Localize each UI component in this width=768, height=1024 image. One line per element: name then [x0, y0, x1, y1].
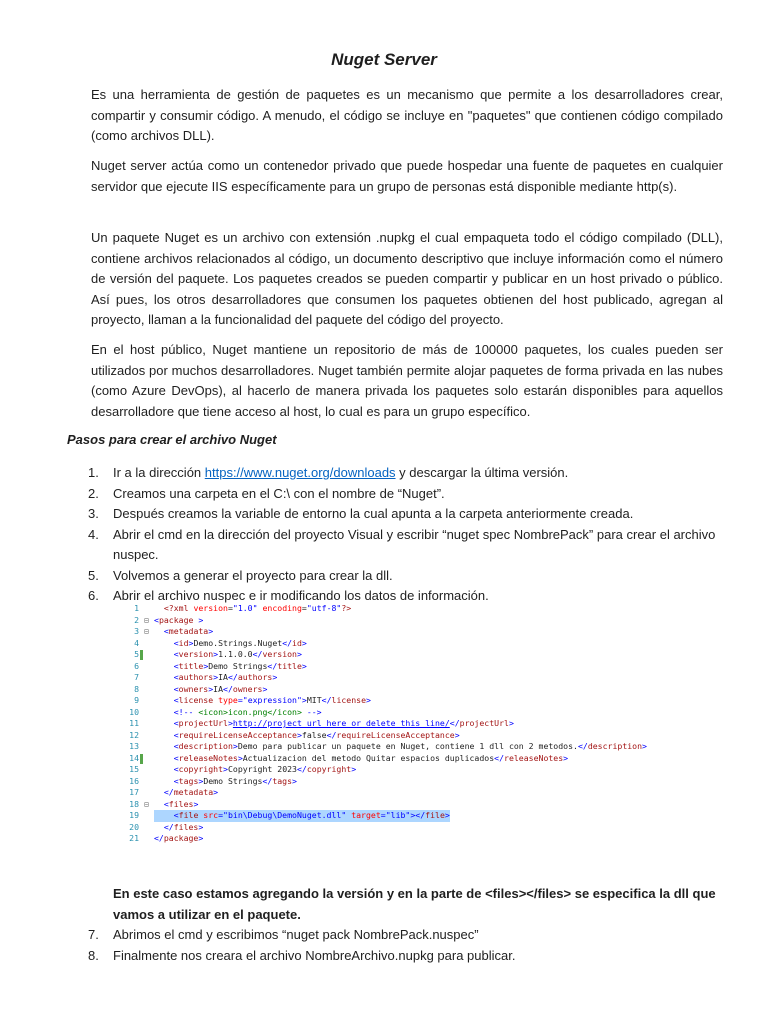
code-token: type	[213, 695, 238, 705]
code-token: >	[262, 683, 268, 694]
code-token: package	[158, 614, 194, 625]
code-token: >	[198, 775, 204, 786]
code-token: version	[178, 649, 214, 659]
code-token: >	[213, 672, 219, 682]
step-text: Abrir el archivo nuspec e ir modificando los datos de información.	[113, 588, 489, 603]
step-item	[88, 463, 723, 484]
code-token: Demo Strings	[208, 660, 268, 671]
code-token: >	[188, 637, 194, 648]
code-line	[113, 730, 660, 742]
code-token: MIT	[306, 695, 322, 705]
line-number: 19	[129, 810, 139, 820]
paragraph-intro: Es una herramienta de gestión de paquetes es un mecanismo que permite a los desarrolladores crear, compartir y consumir código. A menudo, el código se incluye en "paquetes" que contienen código compilado (como archivos DLL).	[91, 87, 723, 143]
code-token: version	[262, 649, 297, 659]
code-line	[113, 776, 660, 788]
collapse-icon[interactable]: ⊟	[144, 626, 149, 636]
code-token: =	[218, 810, 224, 820]
code-token: >	[508, 718, 514, 728]
code-token: encoding	[257, 603, 302, 613]
line-number: 13	[129, 741, 139, 751]
step-text: Después creamos la variable de entorno la cual apunta a la carpeta anteriormente creada.	[113, 506, 634, 521]
code-line	[113, 707, 660, 719]
code-token: file	[425, 810, 445, 820]
code-token: >	[301, 637, 307, 648]
code-token: >	[193, 798, 199, 809]
step-number: 8.	[88, 947, 99, 963]
code-line	[113, 741, 660, 753]
code-token: Copyright 2023	[227, 764, 297, 774]
code-token: </	[163, 787, 174, 797]
code-token: >	[366, 695, 371, 705]
code-token: files	[173, 821, 199, 832]
code-token: =	[301, 603, 307, 613]
code-line	[113, 626, 660, 638]
nuget-downloads-link[interactable]: https://www.nuget.org/downloads	[204, 465, 396, 480]
code-text	[154, 822, 203, 834]
code-text	[154, 776, 297, 788]
step-number: 4.	[88, 526, 99, 542]
code-token: <	[173, 672, 179, 682]
code-token: </	[154, 833, 164, 843]
code-line	[113, 833, 660, 845]
code-line	[113, 661, 660, 673]
code-token: releaseNotes	[504, 752, 564, 763]
code-token: >	[296, 729, 302, 740]
change-marker	[140, 650, 143, 660]
code-token: description	[587, 741, 643, 751]
code-token: "expression"	[242, 695, 302, 705]
code-token: IA	[213, 683, 224, 694]
code-token: tags	[178, 775, 199, 786]
step-number: 5.	[88, 567, 99, 583]
paragraph-server: Nuget server actúa como un contenedor privado que puede hospedar una fuente de paquetes en cualquier servidor que ejecute IIS específicamente para un grupo de personas está disponible mediante http(s).	[91, 158, 723, 194]
code-token: <	[173, 649, 179, 659]
step-text: Abrir el cmd en la dirección del proyecto Visual y escribir “nuget spec NombrePack” para crear el archivo nuspec.	[113, 526, 716, 562]
code-token: ?>	[341, 603, 352, 613]
code-text	[154, 649, 302, 661]
code-token: "lib"	[385, 810, 411, 820]
code-line	[113, 672, 660, 684]
line-number: 5	[134, 649, 139, 659]
code-token: =	[227, 603, 233, 613]
code-token: <?	[163, 603, 174, 613]
code-token: <	[173, 764, 179, 774]
code-token: tags	[272, 775, 293, 786]
code-token: >	[642, 741, 647, 751]
paragraph-package: Un paquete Nuget es un archivo con extensión .nupkg el cual empaqueta todo el código compilado (DLL), contiene archivos relacionados al código, un documento descriptivo que incluye información como el número de versión del paquete. Los paquetes creados se pueden compartir y publicar en un host privado o público. Así pues, los otros desarrolladores que consumen los paquetes obtienen del host publicado, agregan al proyecto, llaman a la funcionalidad del paquete del código del proyecto.	[91, 230, 723, 327]
step-number: 7.	[88, 927, 99, 942]
code-token: <!--	[173, 706, 194, 717]
line-number: 21	[129, 833, 139, 843]
code-token: >	[301, 695, 307, 705]
code-line	[113, 822, 660, 834]
code-token: =	[237, 695, 243, 705]
code-line	[113, 684, 660, 696]
code-token: package	[163, 833, 199, 843]
line-number: 6	[134, 660, 139, 671]
code-token: license	[331, 695, 367, 705]
code-token: file	[178, 810, 199, 820]
code-token: >	[198, 821, 204, 832]
code-text	[154, 799, 198, 811]
code-token: -->	[306, 706, 322, 717]
code-token: >	[232, 741, 238, 751]
code-token: version	[188, 603, 228, 613]
code-text	[154, 730, 460, 742]
code-token: >	[198, 833, 204, 843]
code-token: copyright	[178, 764, 224, 774]
step-item	[88, 484, 723, 505]
line-number: 2	[134, 614, 139, 625]
collapse-icon[interactable]: ⊟	[144, 798, 149, 809]
code-token: >	[213, 649, 219, 659]
code-text	[154, 672, 277, 684]
code-token: <	[173, 741, 179, 751]
code-text	[154, 833, 203, 845]
code-text	[154, 661, 307, 673]
code-line	[113, 603, 660, 615]
code-token: >	[272, 672, 278, 682]
code-token: metadata	[168, 626, 209, 636]
code-token: Actualizacion del metodo Quitar espacios duplicados	[242, 752, 495, 763]
code-token: "bin\Debug\DemoNuget.dll"	[223, 810, 347, 820]
code-token: <icon>icon.png</icon>	[193, 706, 307, 717]
code-token: title	[178, 660, 204, 671]
code-token: >	[223, 764, 228, 774]
code-token: </	[262, 775, 273, 786]
code-text	[154, 684, 267, 696]
code-token: </	[326, 729, 337, 740]
code-token: </	[267, 660, 278, 671]
code-token: Demo para publicar un paquete en Nuget, contiene 1 dll con 2 metodos.	[237, 741, 578, 751]
code-token: requireLicenseAcceptance	[178, 729, 297, 740]
code-token: "utf-8"	[306, 603, 342, 613]
code-token: >	[444, 810, 450, 820]
step-text: Volvemos a generar el proyecto para crear la dll.	[113, 567, 393, 583]
code-token: >	[213, 787, 219, 797]
code-token: </	[494, 752, 505, 763]
code-token: IA	[218, 672, 228, 682]
code-line	[113, 799, 660, 811]
code-token: id	[178, 637, 189, 648]
line-number: 3	[134, 626, 139, 636]
line-number: 9	[134, 695, 139, 705]
code-token: <	[173, 810, 179, 820]
code-token: </	[163, 821, 174, 832]
code-token: >	[208, 626, 214, 636]
code-token: http://project_url_here_or_delete_this_line/	[232, 718, 450, 728]
code-token: <	[173, 752, 179, 763]
page-title: Nuget Server	[331, 50, 437, 69]
code-token: >	[203, 660, 209, 671]
code-token: </	[577, 741, 588, 751]
files-note: En este caso estamos agregando la versión y en la parte de <files></files> se especifica la dll que vamos a utilizar en el paquete.	[113, 886, 716, 922]
line-number: 17	[129, 787, 139, 797]
code-token: requireLicenseAcceptance	[336, 729, 455, 740]
code-token: false	[301, 729, 327, 740]
code-token: >	[297, 649, 302, 659]
code-text	[154, 695, 371, 707]
line-number: 18	[129, 798, 139, 809]
code-token: description	[178, 741, 233, 751]
line-number: 16	[129, 775, 139, 786]
code-token: <	[154, 614, 159, 625]
line-number: 10	[129, 706, 139, 717]
code-token: owners	[232, 683, 263, 694]
line-number: 11	[129, 718, 139, 728]
code-token: title	[277, 660, 302, 671]
code-text	[154, 615, 203, 627]
step-item	[88, 925, 723, 946]
code-token: >	[237, 752, 243, 763]
step-number: 3.	[88, 506, 99, 521]
step-text: Abrimos el cmd y escribimos “nuget pack NombrePack.nuspec”	[113, 927, 479, 942]
code-token: >	[208, 683, 214, 694]
code-text	[154, 603, 351, 615]
code-token: metadata	[173, 787, 214, 797]
code-token: projectUrl	[178, 718, 228, 728]
steps-list-continued	[88, 925, 723, 966]
code-token: </	[449, 718, 460, 728]
code-token: >	[454, 729, 460, 740]
step-item	[88, 504, 723, 525]
code-token: <	[163, 626, 169, 636]
code-token: <	[173, 729, 179, 740]
code-token: ></	[410, 810, 426, 820]
code-token: =	[380, 810, 386, 820]
code-token: >	[351, 764, 357, 774]
code-token: "1.0"	[232, 603, 258, 613]
code-text	[154, 638, 307, 650]
code-text	[154, 810, 450, 822]
code-text	[154, 626, 213, 638]
code-text	[154, 753, 568, 765]
steps-heading: Pasos para crear el archivo Nuget	[67, 432, 277, 447]
code-token: authors	[237, 672, 273, 682]
line-number: 1	[134, 603, 139, 613]
code-line	[113, 695, 660, 707]
step-text: y descargar la última versión.	[395, 465, 569, 480]
line-number: 8	[134, 683, 139, 694]
change-marker	[140, 754, 143, 764]
code-token: id	[292, 637, 302, 648]
code-token: files	[168, 798, 194, 809]
line-number: 12	[129, 729, 139, 740]
code-token: </	[223, 683, 233, 694]
code-line	[113, 718, 660, 730]
code-token: xml	[173, 603, 189, 613]
step-number: 6.	[88, 588, 99, 603]
code-token: </	[252, 649, 263, 659]
code-line	[113, 649, 660, 661]
code-token: >	[227, 718, 233, 728]
code-token: </	[321, 695, 332, 705]
line-number: 20	[129, 821, 139, 832]
code-token: >	[301, 660, 307, 671]
code-text	[154, 707, 322, 719]
code-token: <	[173, 660, 179, 671]
step-item	[88, 566, 723, 587]
code-token: <	[173, 683, 179, 694]
code-token: </	[227, 672, 238, 682]
code-token: >	[292, 775, 297, 786]
code-token: owners	[178, 683, 209, 694]
code-line	[113, 753, 660, 765]
code-token: </	[282, 637, 293, 648]
code-token: <	[173, 775, 179, 786]
code-token: >	[563, 752, 569, 763]
code-token: <	[173, 637, 179, 648]
step-text: Creamos una carpeta en el C:\ con el nombre de “Nuget”.	[113, 485, 445, 501]
step-text: Finalmente nos creara el archivo NombreArchivo.nupkg para publicar.	[113, 947, 516, 963]
code-text	[154, 787, 218, 799]
paragraph-host: En el host público, Nuget mantiene un repositorio de más de 100000 paquetes, los cuales pueden ser utilizados por muchos desarrolladores. Nuget también permite alojar paquetes de forma privada en las nubes (como Azure DevOps), al hacerlo de manera privada los paquetes solo estarán disponibles para aquellos desarrolladore que tiene acceso al host, lo cual es para un grupo específico.	[91, 342, 723, 419]
code-token: </	[296, 764, 307, 774]
code-line	[113, 787, 660, 799]
code-token: Demo.Strings.Nuget	[193, 637, 283, 648]
line-number: 14	[129, 752, 139, 763]
code-token: >	[193, 614, 204, 625]
code-text	[154, 741, 647, 753]
line-number: 4	[134, 637, 139, 648]
code-token: projectUrl	[459, 718, 509, 728]
step-item	[88, 525, 723, 566]
code-token: target	[346, 810, 381, 820]
code-token: src	[198, 810, 219, 820]
code-token: <	[163, 798, 169, 809]
code-line	[113, 638, 660, 650]
code-token: 1.1.0.0	[218, 649, 253, 659]
code-token: releaseNotes	[178, 752, 238, 763]
code-line	[113, 615, 660, 627]
code-text	[154, 764, 356, 776]
nuspec-code-screenshot	[113, 603, 660, 853]
code-token: license	[178, 695, 214, 705]
code-line	[113, 810, 660, 822]
step-number: 2.	[88, 485, 99, 501]
collapse-icon[interactable]: ⊟	[144, 614, 149, 625]
code-token: <	[173, 695, 179, 705]
code-token: copyright	[306, 764, 352, 774]
code-token: authors	[178, 672, 214, 682]
step-text: Ir a la dirección	[113, 465, 205, 480]
step-number: 1.	[88, 465, 99, 480]
step-item	[88, 946, 723, 967]
steps-list	[88, 463, 723, 607]
code-token: <	[173, 718, 179, 728]
code-token: Demo Strings	[203, 775, 263, 786]
code-line	[113, 764, 660, 776]
line-number: 7	[134, 672, 139, 682]
line-number: 15	[129, 764, 139, 774]
code-text	[154, 718, 514, 730]
